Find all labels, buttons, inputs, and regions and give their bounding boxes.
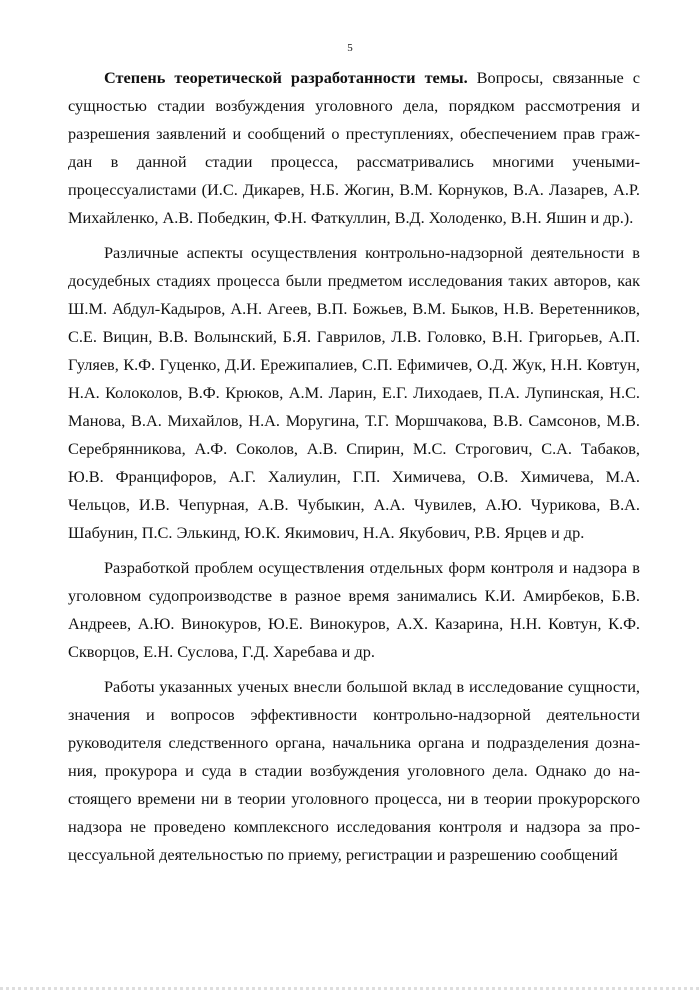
paragraph-text: Работы указанных ученых внесли большой вклад в исследование сущности, значения и вопросов эффективности контрольно-надзорной деятельности руководителя следственного органа, начальника органа и подразделения дознания, прокурора и суда в стадии возбуждения уголовного дела. Однако до настоящего времени ни в теории уголовного процесса, ни в теории прокурорского надзора не проведено комплексного исследования контроля и надзора за процессуальной деятельностью по приему, регистрации и разрешению сообщений bbox=[68, 677, 640, 864]
paragraph-text: Разработкой проблем осуществления отдельных форм контроля и надзора в уголовном судопроизводстве в разное время занимались К.И. Амирбеков, Б.В. Андреев, А.Ю. Винокуров, Ю.Е. Винокуров, А.Х. Казарина, Н.Н. Ковтун, К.Ф. Скворцов, Е.Н. Суслова, Г.Д. Харебава и др. bbox=[68, 558, 640, 661]
paragraph-text: Вопросы, связанные с сущностью стадии возбуждения уголовного дела, порядком рассмотрения и разрешения заявлений и сообщений о преступлениях, обеспечением прав граждан в данной стадии процесса, рассматривались многими учеными-процессуалистами (И.С. Дикарев, Н.Б. Жогин, В.М. Корнуков, В.А. Лазарев, А.Р. Михайленко, А.В. Победкин, Ф.Н. Фаткуллин, В.Д. Холоденко, В.Н. Яшин и др.). bbox=[68, 68, 640, 227]
paragraph-control-forms bbox=[68, 554, 640, 666]
paragraph-research-gap bbox=[68, 673, 640, 869]
paragraph-control-aspects bbox=[68, 239, 640, 547]
document-body bbox=[68, 64, 640, 869]
page-number: 5 bbox=[347, 42, 353, 54]
paragraph-text: Различные аспекты осуществления контрольно-надзорной деятельности в досудебных стадиях процесса были предметом исследования таких авторов, как Ш.М. Абдул-Кадыров, А.Н. Агеев, В.П. Божьев, В.М. Быков, Н.В. Веретенников, С.Е. Вицин, В.В. Волынский, Б.Я. Гаврилов, Л.В. Головко, В.Н. Григорьев, А.П. Гуляев, К.Ф. Гуценко, Д.И. Ережипалиев, С.П. Ефимичев, О.Д. Жук, Н.Н. Ковтун, Н.А. Колоколов, В.Ф. Крюков, А.М. Ларин, Е.Г. Лиходаев, П.А. Лупинская, Н.С. Манова, В.А. Михайлов, Н.А. Моругина, Т.Г. Моршчакова, В.В. Самсонов, М.В. Серебрянникова, А.Ф. Соколов, А.В. Спирин, М.С. Строгович, С.А. Табаков, Ю.В. Францифоров, А.Г. Халиулин, Г.П. Химичева, О.В. Химичева, М.А. Чельцов, И.В. Чепурная, А.В. Чубыкин, А.А. Чувилев, А.Ю. Чурикова, В.А. Шабунин, П.С. Элькинд, Ю.К. Якимович, Н.А. Якубович, Р.В. Ярцев и др. bbox=[68, 243, 640, 542]
section-heading-inline: Степень теоретической разработанности темы. bbox=[104, 68, 468, 87]
paragraph-theory-development bbox=[68, 64, 640, 232]
